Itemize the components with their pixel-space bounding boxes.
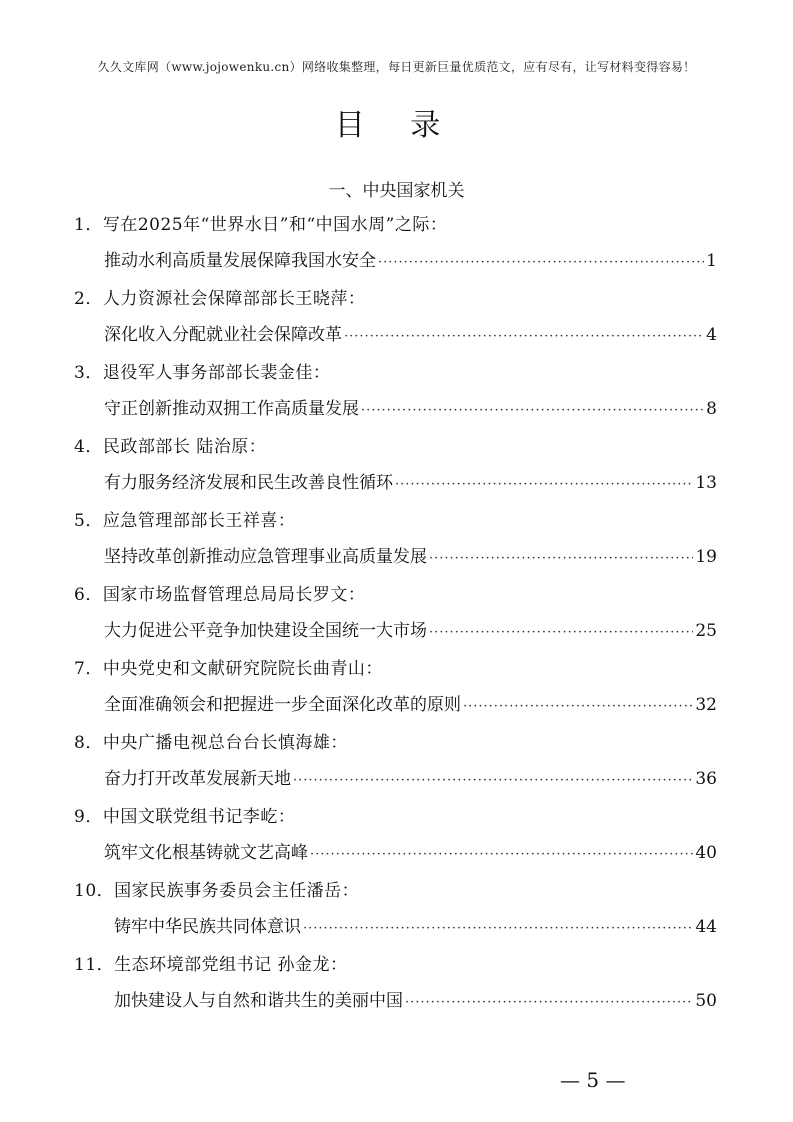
toc-entry-author: 国家市场监督管理总局局长罗文： [102,585,366,605]
toc-entry-line[interactable] [104,616,717,641]
toc-entry-author: 退役军人事务部部长裴金佳： [102,363,331,383]
page-title: 目 录 [334,108,459,143]
dot-leader [310,847,693,862]
toc-entry-line[interactable] [104,764,717,789]
toc-entry-line[interactable] [104,320,717,345]
dot-leader [303,921,693,936]
toc-entry-author: 写在2025年“世界水日”和“中国水周”之际： [102,215,448,235]
dot-leader [463,699,693,714]
page-header: 久久文库网（www.jojowenku.cn）网络收集整理，每日更新巨量优质范文，应有尽有，让写材料变得容易！ [97,60,696,74]
toc-entry-heading [74,580,365,605]
page-number: — 5 — [560,1068,626,1092]
toc-entry-author: 中央党史和文献研究院院长曲青山： [102,659,383,679]
toc-entry-title: 守正创新推动双拥工作高质量发展 [104,399,359,419]
toc-entry-page: 40 [695,843,717,863]
toc-entry-title: 加快建设人与自然和谐共生的美丽中国 [114,991,403,1011]
dot-leader [378,255,704,270]
toc-entry-author: 生态环境部党组书记 孙金龙： [114,955,348,975]
dot-leader [344,329,704,344]
toc-entry-author: 中国文联党组书记李屹： [102,807,296,827]
toc-entry-author: 国家民族事务委员会主任潘岳： [114,881,360,901]
toc-entry-heading [74,950,348,975]
toc-entry-page: 32 [695,695,717,715]
dot-leader [405,995,693,1010]
toc-entry-page: 8 [706,399,717,419]
toc-entry-line[interactable] [104,542,717,567]
toc-entry-title: 推动水利高质量发展保障我国水安全 [104,251,376,271]
toc-entry-author: 民政部部长 陆治原： [102,437,267,457]
toc-entry-heading [74,802,295,827]
toc-entry-heading [74,506,295,531]
toc-entry-number: 11． [74,955,115,975]
toc-entry-title: 有力服务经济发展和民生改善良性循环 [104,473,393,493]
toc-entry-title: 深化收入分配就业社会保障改革 [104,325,342,345]
dot-leader [293,773,693,788]
toc-entry-heading [74,728,348,753]
toc-entry-author: 人力资源社会保障部部长王晓萍： [102,289,366,309]
toc-entry-heading [74,654,383,679]
toc-entry-page: 1 [706,251,717,271]
toc-entry-number: 1． [74,215,103,235]
toc-entry-page: 4 [706,325,717,345]
toc-entry-page: 25 [695,621,717,641]
toc-entry-number: 7． [74,659,103,679]
toc-entry [0,870,793,944]
toc-entry [0,796,793,870]
toc-entry-number: 3． [74,363,103,383]
toc-entry [0,722,793,796]
toc-entry-line[interactable] [104,690,717,715]
toc-entry [0,944,793,1018]
section-heading: 一、中央国家机关 [328,181,465,201]
toc-entry-number: 5． [74,511,103,531]
toc-entry-title: 坚持改革创新推动应急管理事业高质量发展 [104,547,427,567]
toc-entry-number: 10． [74,881,115,901]
toc-entry-title: 筑牢文化根基铸就文艺高峰 [104,843,308,863]
toc-entry-line[interactable] [104,838,717,863]
dot-leader [361,403,704,418]
toc-entry [0,278,793,352]
toc-entry [0,648,793,722]
toc-entry-heading [74,876,359,901]
toc-entry-line[interactable] [104,394,717,419]
toc-entry-title: 大力促进公平竞争加快建设全国统一大市场 [104,621,427,641]
toc-entry-heading [74,432,266,457]
toc-entry-page: 19 [695,547,717,567]
toc-entry-line[interactable] [114,912,717,937]
toc-entry-title: 奋力打开改革发展新天地 [104,769,291,789]
toc-entry [0,352,793,426]
toc-entry-title: 铸牢中华民族共同体意识 [114,917,301,937]
toc-entry-number: 2． [74,289,103,309]
toc-entry-page: 44 [695,917,717,937]
toc-entry [0,204,793,278]
toc-entry-page: 50 [695,991,717,1011]
toc-entry-heading [74,358,330,383]
toc-entry [0,500,793,574]
toc-entry-heading [74,284,365,309]
toc-entry-line[interactable] [104,246,717,271]
dot-leader [429,625,693,640]
toc-entry-author: 应急管理部部长王祥喜： [102,511,296,531]
toc-entry-number: 9． [74,807,103,827]
toc-entry-page: 36 [695,769,717,789]
dot-leader [429,551,693,566]
toc-entry-number: 8． [74,733,103,753]
toc-entry-number: 4． [74,437,103,457]
toc-entry-heading [74,210,447,235]
table-of-contents [0,204,793,1018]
toc-entry-page: 13 [695,473,717,493]
toc-entry [0,426,793,500]
toc-entry-number: 6． [74,585,103,605]
toc-entry [0,574,793,648]
toc-entry-author: 中央广播电视总台台长慎海雄： [102,733,348,753]
toc-entry-title: 全面准确领会和把握进一步全面深化改革的原则 [104,695,461,715]
dot-leader [395,477,693,492]
toc-entry-line[interactable] [114,986,717,1011]
toc-entry-line[interactable] [104,468,717,493]
